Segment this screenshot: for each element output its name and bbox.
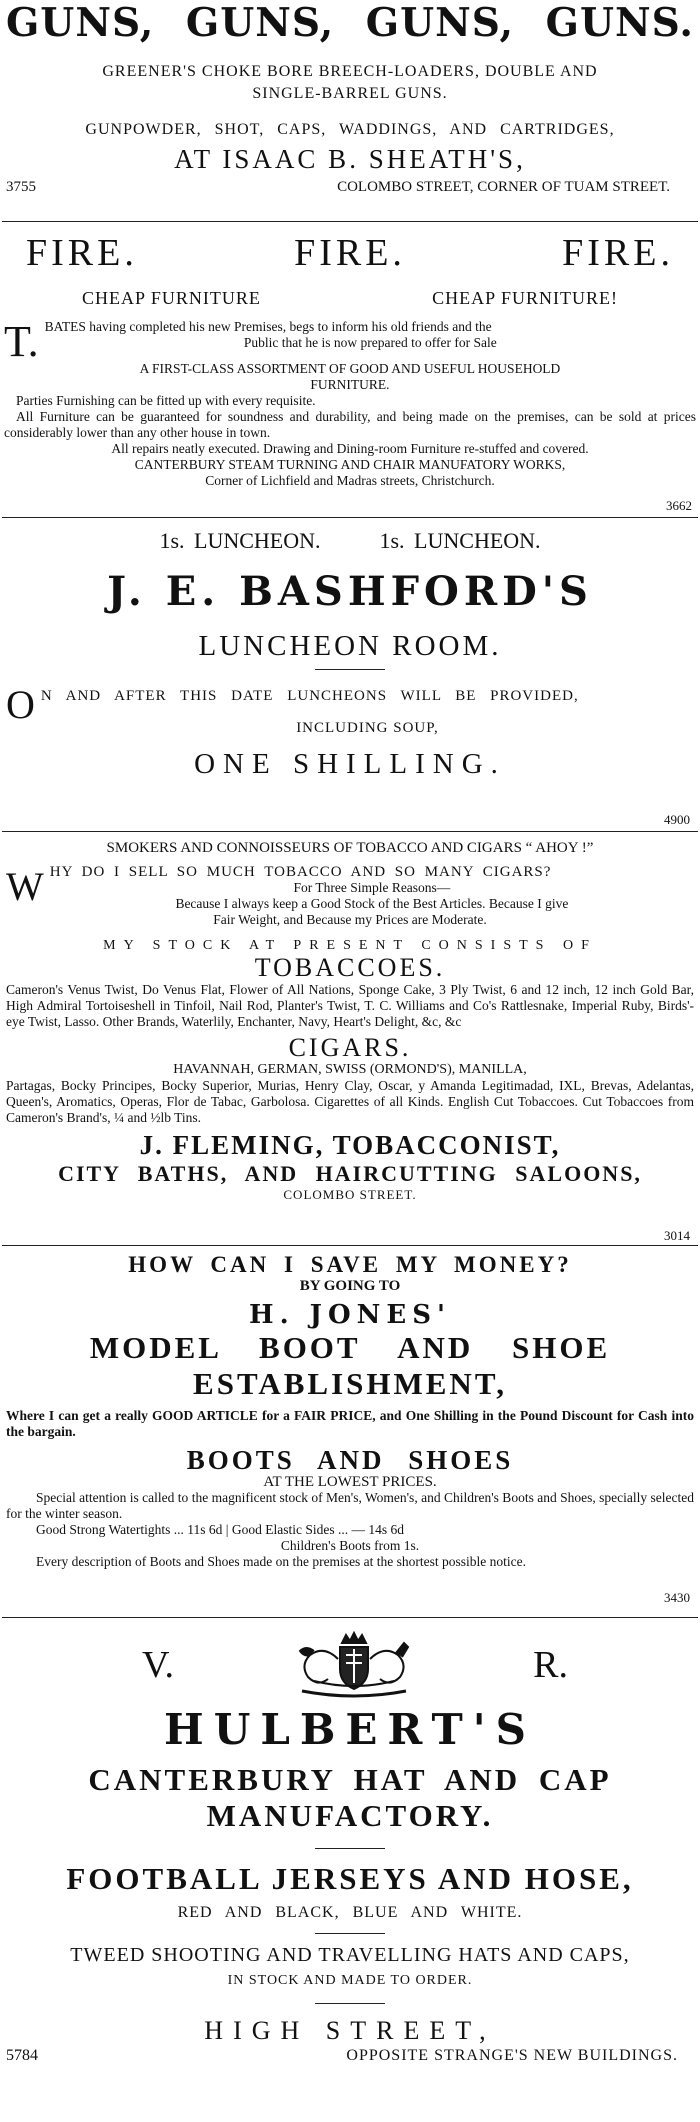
furniture-para-4: Parties Furnishing can be fitted up with every requisite. bbox=[16, 393, 316, 408]
establishment: ESTABLISHMENT, bbox=[193, 1366, 507, 1401]
short-rule bbox=[315, 2003, 385, 2004]
tobacco-reasons-3: Fair Weight, and Because my Prices are Moderate. bbox=[213, 912, 487, 927]
cheap-furniture: CHEAP FURNITURE! bbox=[432, 288, 618, 308]
furniture-para-2: A FIRST-CLASS ASSORTMENT OF GOOD AND USEFUL HOUSEHOLD bbox=[139, 361, 561, 376]
r-letter: R. bbox=[533, 1644, 568, 1686]
furniture-para-3: FURNITURE. bbox=[310, 377, 390, 392]
boots-and-shoes: BOOTS AND SHOES bbox=[186, 1445, 514, 1475]
boots-para-1: Where I can get a really GOOD ARTICLE for a FAIR PRICE, and One Shilling in the Pound Discount for Cash into the bargain. bbox=[6, 1408, 694, 1439]
luncheon-line-2: INCLUDING SOUP, bbox=[296, 720, 439, 736]
cigar-types: HAVANNAH, GERMAN, SWISS (ORMOND'S), MANILLA, bbox=[173, 1062, 527, 1077]
guns-footer bbox=[2, 179, 698, 195]
short-rule bbox=[315, 669, 385, 670]
ad-number: 3755 bbox=[6, 179, 36, 195]
tobaccoes-heading: TOBACCOES. bbox=[254, 953, 446, 982]
luncheon-room: LUNCHEON ROOM. bbox=[198, 630, 502, 662]
headline-word: 1s. LUNCHEON. bbox=[379, 528, 541, 553]
guns-line-3: GUNPOWDER, SHOT, CAPS, WADDINGS, AND CARTRIDGES, bbox=[85, 121, 615, 138]
boots-advertisement bbox=[2, 1252, 698, 1618]
guns-seller: AT ISAAC B. SHEATH'S, bbox=[174, 144, 526, 174]
tobaccoes-list: Cameron's Venus Twist, Do Venus Flat, Flower of All Nations, Sponge Cake, 3 Ply Twist, 6 and 12 inch, 12 inch Gold Bar, High Admiral Tortoiseshell in Tinfoil, Nail Rod, Planter's Twist, T. C. Williams and Co's Rattlesnake, Imperial Ruby, Birds'-eye Twist, Lasso. Other Brands, Waterlily, Enchanter, Navy, Heart's Delight, &c, &c bbox=[6, 982, 694, 1029]
drop-cap: W bbox=[6, 864, 44, 909]
fleming-street: COLOMBO STREET. bbox=[283, 1187, 417, 1202]
stock-line: MY STOCK AT PRESENT CONSISTS OF bbox=[103, 938, 597, 953]
jones-name: H. JONES' bbox=[249, 1300, 451, 1330]
hulbert-advertisement bbox=[2, 1618, 698, 2122]
drop-cap: O bbox=[6, 682, 35, 727]
divider bbox=[2, 517, 698, 518]
headline-word: GUNS, bbox=[6, 0, 155, 46]
hulbert-footer bbox=[2, 2048, 698, 2064]
watertights-line: Good Strong Watertights ... 11s 6d | Good Elastic Sides ... — 14s 6d bbox=[36, 1522, 404, 1537]
tobacco-question: HY DO I SELL SO MUCH TOBACCO AND SO MANY CIGARS? bbox=[49, 864, 552, 880]
guns-advertisement bbox=[2, 0, 698, 222]
guns-line-2: SINGLE-BARREL GUNS. bbox=[252, 85, 448, 102]
furniture-address: Corner of Lichfield and Madras streets, Christchurch. bbox=[205, 473, 495, 488]
luncheon-headline bbox=[2, 528, 698, 554]
headline-word: FIRE. bbox=[294, 232, 406, 274]
one-shilling: ONE SHILLING. bbox=[194, 748, 506, 780]
manufactory: MANUFACTORY. bbox=[206, 1798, 494, 1833]
ad-number: 3430 bbox=[664, 1590, 690, 1605]
in-stock: IN STOCK AND MADE TO ORDER. bbox=[227, 1973, 473, 1988]
ad-number: 5784 bbox=[6, 2047, 38, 2064]
save-money-question: HOW CAN I SAVE MY MONEY? bbox=[128, 1252, 572, 1277]
football-jerseys: FOOTBALL JERSEYS AND HOSE, bbox=[66, 1861, 634, 1896]
cigars-list: Partagas, Bocky Principes, Bocky Superior, Murias, Henry Clay, Oscar, y Amanda Legitimadad, IXL, Brevas, Adelantas, Queen's, Aromatics, Operas, Flor de Tabac, Garbolosa. Cigarettes of all Kinds. English Cut Tobaccoes. Cut Tobaccoes from Cameron's Brand's, ¼ and ½lb Tins. bbox=[6, 1078, 694, 1125]
furniture-para-1a: BATES having completed his new Premises, begs to inform his old friends and the bbox=[44, 319, 492, 334]
guns-headline bbox=[2, 0, 698, 46]
short-rule bbox=[315, 1848, 385, 1849]
royal-coat-of-arms-icon bbox=[284, 1629, 424, 1701]
city-baths: CITY BATHS, AND HAIRCUTTING SALOONS, bbox=[58, 1161, 642, 1186]
guns-line-1: GREENER'S CHOKE BORE BREECH-LOADERS, DOUBLE AND bbox=[102, 63, 598, 80]
boots-para-3: Every description of Boots and Shoes made on the premises at the shortest possible notice. bbox=[36, 1554, 527, 1569]
headline-word: GUNS, bbox=[365, 0, 515, 46]
ad-number: 3014 bbox=[664, 1228, 690, 1243]
fire-headline bbox=[2, 222, 698, 274]
cheap-furniture: CHEAP FURNITURE bbox=[82, 288, 261, 308]
smokers-line: SMOKERS AND CONNOISSEURS OF TOBACCO AND CIGARS “ AHOY !” bbox=[106, 840, 594, 856]
divider bbox=[2, 831, 698, 832]
luncheon-line-1: N AND AFTER THIS DATE LUNCHEONS WILL BE PROVIDED, bbox=[40, 688, 579, 704]
tweed-line: TWEED SHOOTING AND TRAVELLING HATS AND CAPS, bbox=[70, 1944, 630, 1966]
furniture-para-7: CANTERBURY STEAM TURNING AND CHAIR MANUFATORY WORKS, bbox=[134, 457, 566, 472]
divider bbox=[2, 1245, 698, 1246]
high-street: HIGH STREET, bbox=[204, 2016, 496, 2045]
furniture-advertisement bbox=[2, 222, 698, 518]
headline-word: GUNS. bbox=[545, 0, 694, 46]
tobacco-advertisement bbox=[2, 840, 698, 1246]
furniture-para-1b: Public that he is now prepared to offer for Sale bbox=[243, 335, 497, 350]
headline-word: FIRE. bbox=[26, 232, 138, 274]
childrens-boots: Children's Boots from 1s. bbox=[280, 1538, 420, 1553]
boots-para-2: Special attention is called to the magnificent stock of Men's, Women's, and Children's Boots and Shoes, specially selected for the winter season. bbox=[6, 1490, 694, 1521]
headline-word: 1s. LUNCHEON. bbox=[159, 528, 321, 553]
hulbert-name: HULBERT'S bbox=[164, 1705, 536, 1754]
model-boot-shoe: MODEL BOOT AND SHOE bbox=[89, 1330, 611, 1365]
furniture-para-6: All repairs neatly executed. Drawing and Dining-room Furniture re-stuffed and covered. bbox=[111, 441, 589, 456]
drop-cap: T. bbox=[4, 317, 39, 366]
lowest-prices: AT THE LOWEST PRICES. bbox=[263, 1474, 437, 1490]
tobacco-reasons-1: For Three Simple Reasons— bbox=[293, 880, 451, 895]
cheap-furniture-line bbox=[2, 288, 698, 309]
tobacco-reasons-2: Because I always keep a Good Stock of the Best Articles. Because I give bbox=[175, 896, 569, 911]
furniture-para-5: All Furniture can be guaranteed for soundness and durability, and being made on the premises, can be sold at prices considerably lower than any other house in town. bbox=[4, 409, 696, 440]
by-going-to: BY GOING TO bbox=[299, 1278, 401, 1294]
cigars-heading: CIGARS. bbox=[288, 1033, 412, 1062]
headline-word: GUNS, bbox=[185, 0, 335, 46]
hulbert-address: OPPOSITE STRANGE'S NEW BUILDINGS. bbox=[346, 2047, 678, 2064]
short-rule bbox=[315, 1933, 385, 1934]
ad-number: 3662 bbox=[666, 498, 692, 513]
bashford-name: J. E. BASHFORD'S bbox=[107, 568, 593, 615]
hat-cap-line: CANTERBURY HAT AND CAP bbox=[88, 1762, 612, 1797]
ad-number: 4900 bbox=[664, 812, 690, 827]
v-letter: V. bbox=[142, 1644, 175, 1686]
fleming-name: J. FLEMING, TOBACCONIST, bbox=[139, 1130, 561, 1160]
luncheon-body bbox=[2, 682, 698, 736]
jersey-colours: RED AND BLACK, BLUE AND WHITE. bbox=[177, 1904, 523, 1921]
luncheon-advertisement bbox=[2, 528, 698, 832]
tobacco-intro bbox=[2, 864, 698, 928]
headline-word: FIRE. bbox=[562, 232, 674, 274]
royal-crest-line bbox=[2, 1618, 698, 1704]
furniture-body bbox=[2, 317, 698, 513]
guns-address: COLOMBO STREET, CORNER OF TUAM STREET. bbox=[337, 179, 670, 195]
